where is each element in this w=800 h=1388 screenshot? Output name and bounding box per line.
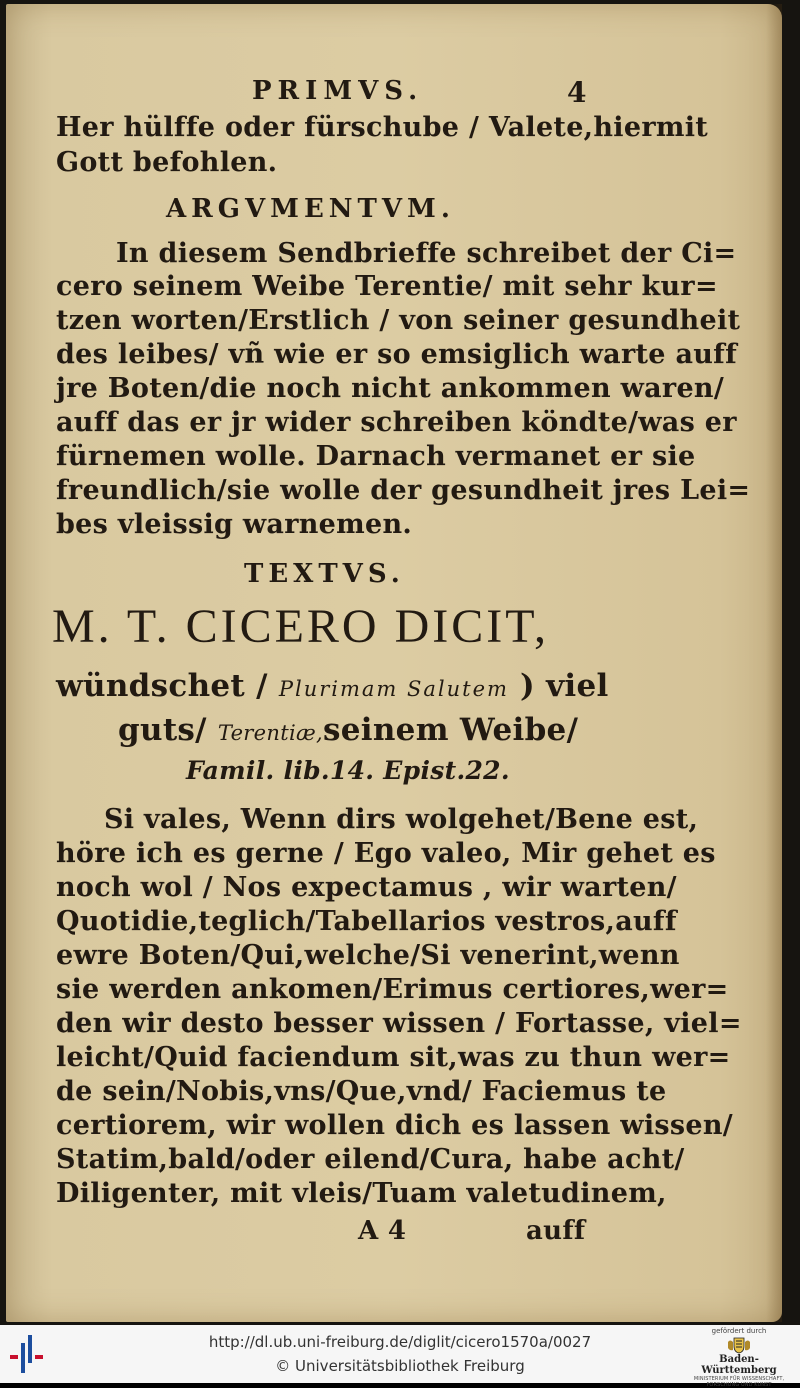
- argumentum-line: fürnemen wolle. Darnach vermanet er sie: [56, 441, 696, 472]
- argumentum-line: auff das er jr wider schreiben köndte/was er: [56, 407, 737, 438]
- text-line: ewre Boten/Qui,welche/Si venerint,wenn: [56, 940, 680, 971]
- argumentum-heading: ARGVMENTVM.: [166, 194, 455, 224]
- running-head: PRIMVS.: [252, 76, 424, 106]
- viewer-footer: [0, 1325, 800, 1388]
- text-line: den wir desto besser wissen / Fortasse, viel=: [56, 1008, 742, 1039]
- catchword: auff: [526, 1216, 586, 1246]
- argumentum-line: jre Boten/die noch nicht ankommen waren/: [56, 373, 725, 404]
- text-line: höre ich es gerne / Ego valeo, Mir gehet es: [56, 838, 716, 869]
- letter-title: M. T. CICERO DICIT,: [52, 600, 549, 653]
- signature-mark: A 4: [358, 1216, 407, 1246]
- sponsor-name: Baden-Württemberg: [701, 1354, 777, 1376]
- baden-wuerttemberg-crest-icon: [726, 1336, 752, 1354]
- textus-heading: TEXTVS.: [244, 559, 405, 589]
- argumentum-line: In diesem Sendbrieffe schreibet der Ci=: [116, 238, 737, 269]
- argumentum-line: freundlich/sie wolle der gesundheit jres Lei=: [56, 475, 751, 506]
- sponsor-block[interactable]: [684, 1327, 794, 1388]
- page-url[interactable]: http://dl.ub.uni-freiburg.de/diglit/cicero1570a/0027: [208, 1333, 592, 1351]
- title-line-3: [118, 712, 578, 748]
- argumentum-line: cero seinem Weibe Terentie/ mit sehr kur=: [56, 271, 718, 302]
- text-line: noch wol / Nos expectamus , wir warten/: [56, 872, 677, 903]
- text-line: Si vales, Wenn dirs wolgehet/Bene est,: [104, 804, 699, 835]
- text-line: de sein/Nobis,vns/Que,vnd/ Faciemus te: [56, 1076, 667, 1107]
- text-line: Statim,bald/oder eilend/Cura, habe acht/: [56, 1144, 685, 1175]
- title-german: seinem Weibe/: [322, 712, 579, 748]
- text-line: Diligenter, mit vleis/Tuam valetudinem,: [56, 1178, 667, 1209]
- sponsor-caption: gefördert durch: [711, 1327, 767, 1335]
- book-page: [6, 4, 782, 1322]
- text-line: Gott befohlen.: [56, 147, 278, 178]
- page-text: [6, 4, 782, 1322]
- citation-reference: Famil. lib.14. Epist.22.: [186, 756, 510, 785]
- text-line: Quotidie,teglich/Tabellarios vestros,auff: [56, 906, 677, 937]
- page-number: 4: [567, 76, 587, 109]
- title-german: wündschet /: [56, 668, 268, 704]
- title-latin: Terentiæ,: [217, 721, 323, 745]
- text-line: certiorem, wir wollen dich es lassen wissen/: [56, 1110, 733, 1141]
- argumentum-line: bes vleissig warnemen.: [56, 509, 413, 540]
- sponsor-ministry: MINISTERIUM FÜR WISSENSCHAFT, FORSCHUNG UND KUNST: [693, 1376, 785, 1388]
- text-line: sie werden ankomen/Erimus certiores,wer=: [56, 974, 729, 1005]
- title-german: guts/: [118, 712, 207, 748]
- argumentum-line: tzen worten/Erstlich / von seiner gesundheit: [56, 305, 741, 336]
- text-line: leicht/Quid faciendum sit,was zu thun wer=: [56, 1042, 731, 1073]
- title-latin: Plurimam Salutem: [278, 677, 509, 701]
- copyright-notice: © Universitätsbibliothek Freiburg: [275, 1357, 525, 1375]
- argumentum-line: des leibes/ vñ wie er so emsiglich warte auff: [56, 339, 738, 370]
- text-line: Her hülffe oder fürschube / Valete,hiermit: [56, 112, 709, 143]
- title-line-2: [56, 668, 609, 704]
- title-german: ) viel: [520, 668, 609, 704]
